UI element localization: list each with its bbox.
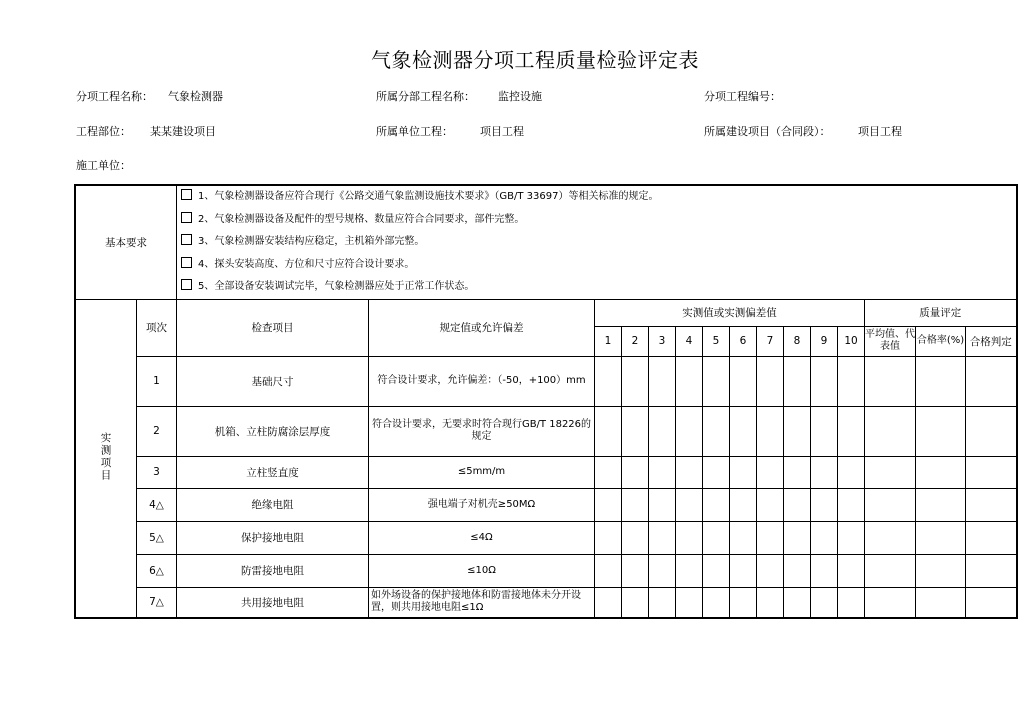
table-row xyxy=(75,456,1017,488)
value-cell[interactable] xyxy=(703,587,730,618)
requirement-item xyxy=(177,254,1016,277)
judgement-cell[interactable] xyxy=(966,587,1017,618)
row-standard: 符合设计要求，允许偏差：（-50，+100）mm xyxy=(369,356,595,406)
average-cell[interactable] xyxy=(865,488,916,521)
row-item: 立柱竖直度 xyxy=(177,456,369,488)
unit-project-value: 项目工程 xyxy=(480,125,524,138)
header-pass-rate: 合格率(%) xyxy=(916,326,966,356)
header-measured-values: 实测值或实测偏差值 xyxy=(595,299,865,326)
requirement-text: 5、全部设备安装调试完毕，气象检测器应处于正常工作状态。 xyxy=(198,281,475,292)
value-cell[interactable] xyxy=(676,554,703,587)
value-cell[interactable] xyxy=(784,488,811,521)
table-row xyxy=(75,554,1017,587)
table-row xyxy=(75,521,1017,554)
value-cell[interactable] xyxy=(622,554,649,587)
value-cell[interactable] xyxy=(838,587,865,618)
header-col-6: 6 xyxy=(730,326,757,356)
header-col-9: 9 xyxy=(811,326,838,356)
row-standard: 如外场设备的保护接地体和防雷接地体未分开设置，则共用接地电阻≤1Ω xyxy=(369,587,595,618)
row-standard: ≤5mm/m xyxy=(369,456,595,488)
value-cell[interactable] xyxy=(703,456,730,488)
inspection-table xyxy=(74,184,1018,619)
value-cell[interactable] xyxy=(730,456,757,488)
pass-rate-cell[interactable] xyxy=(916,406,966,456)
value-cell[interactable] xyxy=(676,406,703,456)
header-index: 项次 xyxy=(137,299,177,356)
value-cell[interactable] xyxy=(622,521,649,554)
value-cell[interactable] xyxy=(622,488,649,521)
requirement-item xyxy=(177,276,1016,299)
value-cell[interactable] xyxy=(595,587,622,618)
judgement-cell[interactable] xyxy=(966,456,1017,488)
checkbox[interactable] xyxy=(181,279,192,290)
value-cell[interactable] xyxy=(838,406,865,456)
average-cell[interactable] xyxy=(865,406,916,456)
pass-rate-cell[interactable] xyxy=(916,356,966,406)
row-item: 共用接地电阻 xyxy=(177,587,369,618)
requirement-text: 4、探头安装高度、方位和尺寸应符合设计要求。 xyxy=(198,258,415,270)
value-cell[interactable] xyxy=(649,521,676,554)
requirement-item xyxy=(177,209,1016,232)
pass-rate-cell[interactable] xyxy=(916,554,966,587)
header-col-1: 1 xyxy=(595,326,622,356)
average-cell[interactable] xyxy=(865,554,916,587)
row-index: 3 xyxy=(137,456,177,488)
division-name-value: 监控设施 xyxy=(498,90,542,103)
value-cell[interactable] xyxy=(784,521,811,554)
project-part-value: 某某建设项目 xyxy=(150,125,216,138)
page-title: 气象检测器分项工程质量检验评定表 xyxy=(371,48,699,72)
value-cell[interactable] xyxy=(784,406,811,456)
value-cell[interactable] xyxy=(730,488,757,521)
value-cell[interactable] xyxy=(703,406,730,456)
value-cell[interactable] xyxy=(703,554,730,587)
value-cell[interactable] xyxy=(595,406,622,456)
header-col-7: 7 xyxy=(757,326,784,356)
judgement-cell[interactable] xyxy=(966,356,1017,406)
measured-items-side-label xyxy=(75,299,137,618)
value-cell[interactable] xyxy=(784,587,811,618)
value-cell[interactable] xyxy=(784,356,811,406)
value-cell[interactable] xyxy=(757,456,784,488)
requirement-text: 1、气象检测器设备应符合现行《公路交通气象监测设施技术要求》（GB/T 33697）等相关标准的规定。 xyxy=(198,191,659,202)
value-cell[interactable] xyxy=(838,456,865,488)
checkbox[interactable] xyxy=(181,212,192,223)
value-cell[interactable] xyxy=(649,406,676,456)
value-cell[interactable] xyxy=(649,456,676,488)
average-cell[interactable] xyxy=(865,587,916,618)
value-cell[interactable] xyxy=(730,356,757,406)
value-cell[interactable] xyxy=(649,356,676,406)
value-cell[interactable] xyxy=(703,356,730,406)
requirement-item xyxy=(177,231,1016,254)
header-col-5: 5 xyxy=(703,326,730,356)
value-cell[interactable] xyxy=(838,554,865,587)
row-index: 6△ xyxy=(137,554,177,587)
value-cell[interactable] xyxy=(595,488,622,521)
value-cell[interactable] xyxy=(730,406,757,456)
value-cell[interactable] xyxy=(811,587,838,618)
judgement-cell[interactable] xyxy=(966,488,1017,521)
header-col-2: 2 xyxy=(622,326,649,356)
checkbox[interactable] xyxy=(181,234,192,245)
value-cell[interactable] xyxy=(838,356,865,406)
value-cell[interactable] xyxy=(757,356,784,406)
unit-project-label: 所属单位工程： xyxy=(376,125,453,138)
value-cell[interactable] xyxy=(811,488,838,521)
value-cell[interactable] xyxy=(622,406,649,456)
division-name-label: 所属分部工程名称： xyxy=(376,90,475,103)
average-cell[interactable] xyxy=(865,456,916,488)
pass-rate-cell[interactable] xyxy=(916,488,966,521)
value-cell[interactable] xyxy=(757,587,784,618)
subitem-name-label: 分项工程名称： xyxy=(76,90,153,103)
basic-requirements-label: 基本要求 xyxy=(75,185,177,299)
value-cell[interactable] xyxy=(676,456,703,488)
value-cell[interactable] xyxy=(730,554,757,587)
subitem-code-label: 分项工程编号： xyxy=(704,90,781,103)
row-standard: 强电端子对机壳≥50MΩ xyxy=(369,488,595,521)
value-cell[interactable] xyxy=(649,587,676,618)
header-quality-assessment: 质量评定 xyxy=(865,299,1017,326)
requirement-item xyxy=(177,186,1016,209)
value-cell[interactable] xyxy=(676,587,703,618)
header-average: 平均值、代表值 xyxy=(865,326,916,356)
value-cell[interactable] xyxy=(838,488,865,521)
value-cell[interactable] xyxy=(595,456,622,488)
value-cell[interactable] xyxy=(757,521,784,554)
table-row xyxy=(75,406,1017,456)
row-standard: ≤10Ω xyxy=(369,554,595,587)
value-cell[interactable] xyxy=(784,554,811,587)
value-cell[interactable] xyxy=(730,587,757,618)
row-item: 绝缘电阻 xyxy=(177,488,369,521)
checkbox[interactable] xyxy=(181,189,192,200)
value-cell[interactable] xyxy=(811,356,838,406)
pass-rate-cell[interactable] xyxy=(916,587,966,618)
row-item: 保护接地电阻 xyxy=(177,521,369,554)
table-row xyxy=(75,587,1017,618)
value-cell[interactable] xyxy=(784,456,811,488)
value-cell[interactable] xyxy=(811,521,838,554)
value-cell[interactable] xyxy=(649,554,676,587)
row-item: 基础尺寸 xyxy=(177,356,369,406)
row-index: 5△ xyxy=(137,521,177,554)
value-cell[interactable] xyxy=(757,406,784,456)
value-cell[interactable] xyxy=(676,488,703,521)
table-row xyxy=(75,356,1017,406)
value-cell[interactable] xyxy=(622,456,649,488)
header-col-3: 3 xyxy=(649,326,676,356)
judgement-cell[interactable] xyxy=(966,521,1017,554)
value-cell[interactable] xyxy=(811,554,838,587)
header-standard: 规定值或允许偏差 xyxy=(369,299,595,356)
row-item: 机箱、立柱防腐涂层厚度 xyxy=(177,406,369,456)
row-index: 1 xyxy=(137,356,177,406)
value-cell[interactable] xyxy=(622,356,649,406)
row-standard: ≤4Ω xyxy=(369,521,595,554)
header-judgement: 合格判定 xyxy=(966,326,1017,356)
value-cell[interactable] xyxy=(730,521,757,554)
construction-project-value: 项目工程 xyxy=(858,125,902,138)
average-cell[interactable] xyxy=(865,356,916,406)
value-cell[interactable] xyxy=(622,587,649,618)
header-col-10: 10 xyxy=(838,326,865,356)
row-standard: 符合设计要求，无要求时符合现行GB/T 18226的规定 xyxy=(369,406,595,456)
row-index: 2 xyxy=(137,406,177,456)
judgement-cell[interactable] xyxy=(966,406,1017,456)
construction-project-label: 所属建设项目（合同段）： xyxy=(704,125,831,138)
value-cell[interactable] xyxy=(811,456,838,488)
requirement-text: 2、气象检测器设备及配件的型号规格、数量应符合合同要求，部件完整。 xyxy=(198,213,525,225)
row-index: 7△ xyxy=(137,587,177,618)
value-cell[interactable] xyxy=(703,521,730,554)
pass-rate-cell[interactable] xyxy=(916,521,966,554)
value-cell[interactable] xyxy=(676,356,703,406)
value-cell[interactable] xyxy=(703,488,730,521)
judgement-cell[interactable] xyxy=(966,554,1017,587)
value-cell[interactable] xyxy=(757,554,784,587)
value-cell[interactable] xyxy=(649,488,676,521)
requirement-text: 3、气象检测器安装结构应稳定，主机箱外部完整。 xyxy=(198,236,425,247)
subitem-name-value: 气象检测器 xyxy=(168,90,223,103)
header-col-8: 8 xyxy=(784,326,811,356)
row-index: 4△ xyxy=(137,488,177,521)
header-col-4: 4 xyxy=(676,326,703,356)
table-row xyxy=(75,488,1017,521)
pass-rate-cell[interactable] xyxy=(916,456,966,488)
value-cell[interactable] xyxy=(838,521,865,554)
value-cell[interactable] xyxy=(595,521,622,554)
contractor-label: 施工单位： xyxy=(76,159,131,172)
value-cell[interactable] xyxy=(595,356,622,406)
average-cell[interactable] xyxy=(865,521,916,554)
basic-requirements-list xyxy=(177,185,1017,299)
checkbox[interactable] xyxy=(181,257,192,268)
value-cell[interactable] xyxy=(676,521,703,554)
measured-items-side-text: 实测项目 xyxy=(99,431,112,482)
project-part-label: 工程部位： xyxy=(76,125,131,138)
value-cell[interactable] xyxy=(811,406,838,456)
value-cell[interactable] xyxy=(595,554,622,587)
value-cell[interactable] xyxy=(757,488,784,521)
row-item: 防雷接地电阻 xyxy=(177,554,369,587)
header-item: 检查项目 xyxy=(177,299,369,356)
